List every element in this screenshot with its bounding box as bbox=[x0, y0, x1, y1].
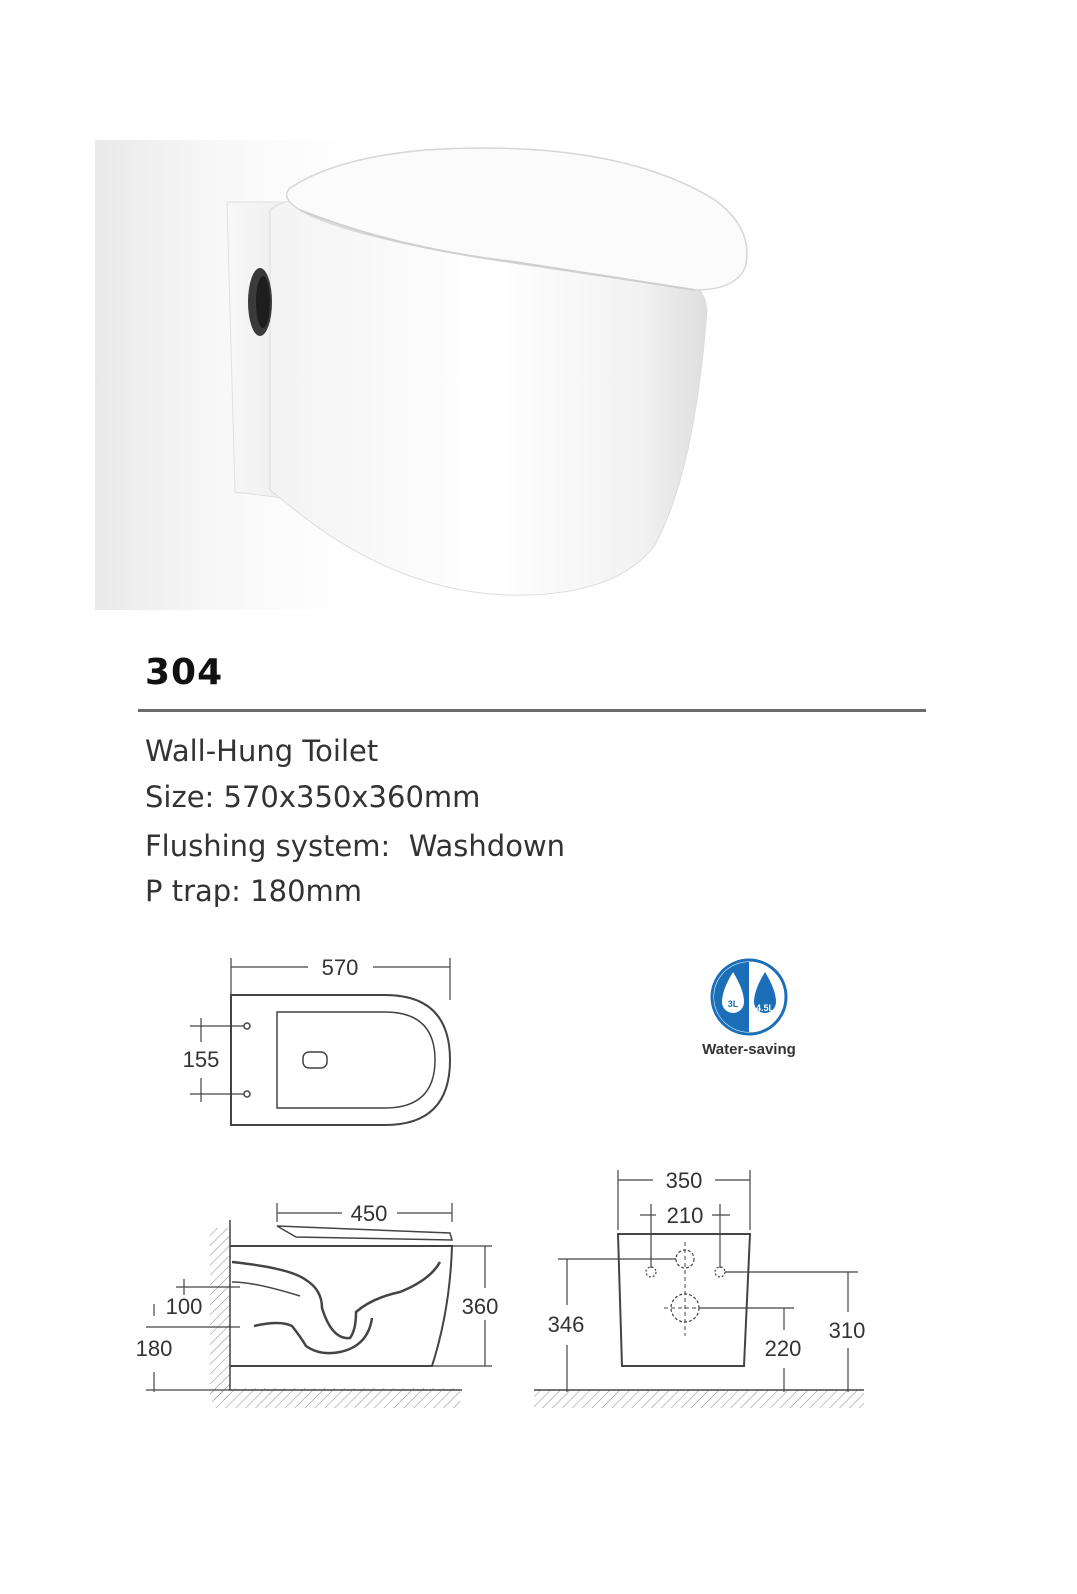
badge-right-volume: 4.5L bbox=[755, 1003, 775, 1013]
size-spec: Size: 570x350x360mm bbox=[145, 780, 481, 814]
badge-left-volume: 3L bbox=[727, 999, 739, 1009]
water-saving-badge-icon bbox=[712, 960, 786, 1034]
dim-bolt-spacing-155: 155 bbox=[182, 1047, 220, 1072]
dim-bolt-height-346: 346 bbox=[547, 1312, 585, 1337]
dim-inlet-310: 310 bbox=[828, 1318, 866, 1343]
dim-depth-450: 450 bbox=[350, 1201, 388, 1226]
dim-outlet-220: 220 bbox=[764, 1336, 802, 1361]
model-number: 304 bbox=[145, 652, 224, 693]
flushing-spec: Flushing system: Washdown bbox=[145, 829, 566, 863]
dim-width-350: 350 bbox=[665, 1168, 703, 1193]
dim-bolt-width-210: 210 bbox=[666, 1203, 704, 1228]
trap-spec: P trap: 180mm bbox=[145, 874, 363, 908]
dim-trap-180: 180 bbox=[135, 1336, 173, 1361]
badge-caption: Water-saving bbox=[702, 1041, 796, 1058]
top-view-drawing bbox=[190, 958, 450, 1125]
dim-height-360: 360 bbox=[461, 1294, 499, 1319]
dim-inlet-100: 100 bbox=[165, 1294, 203, 1319]
dim-length-570: 570 bbox=[321, 955, 359, 980]
product-name: Wall-Hung Toilet bbox=[145, 734, 379, 768]
